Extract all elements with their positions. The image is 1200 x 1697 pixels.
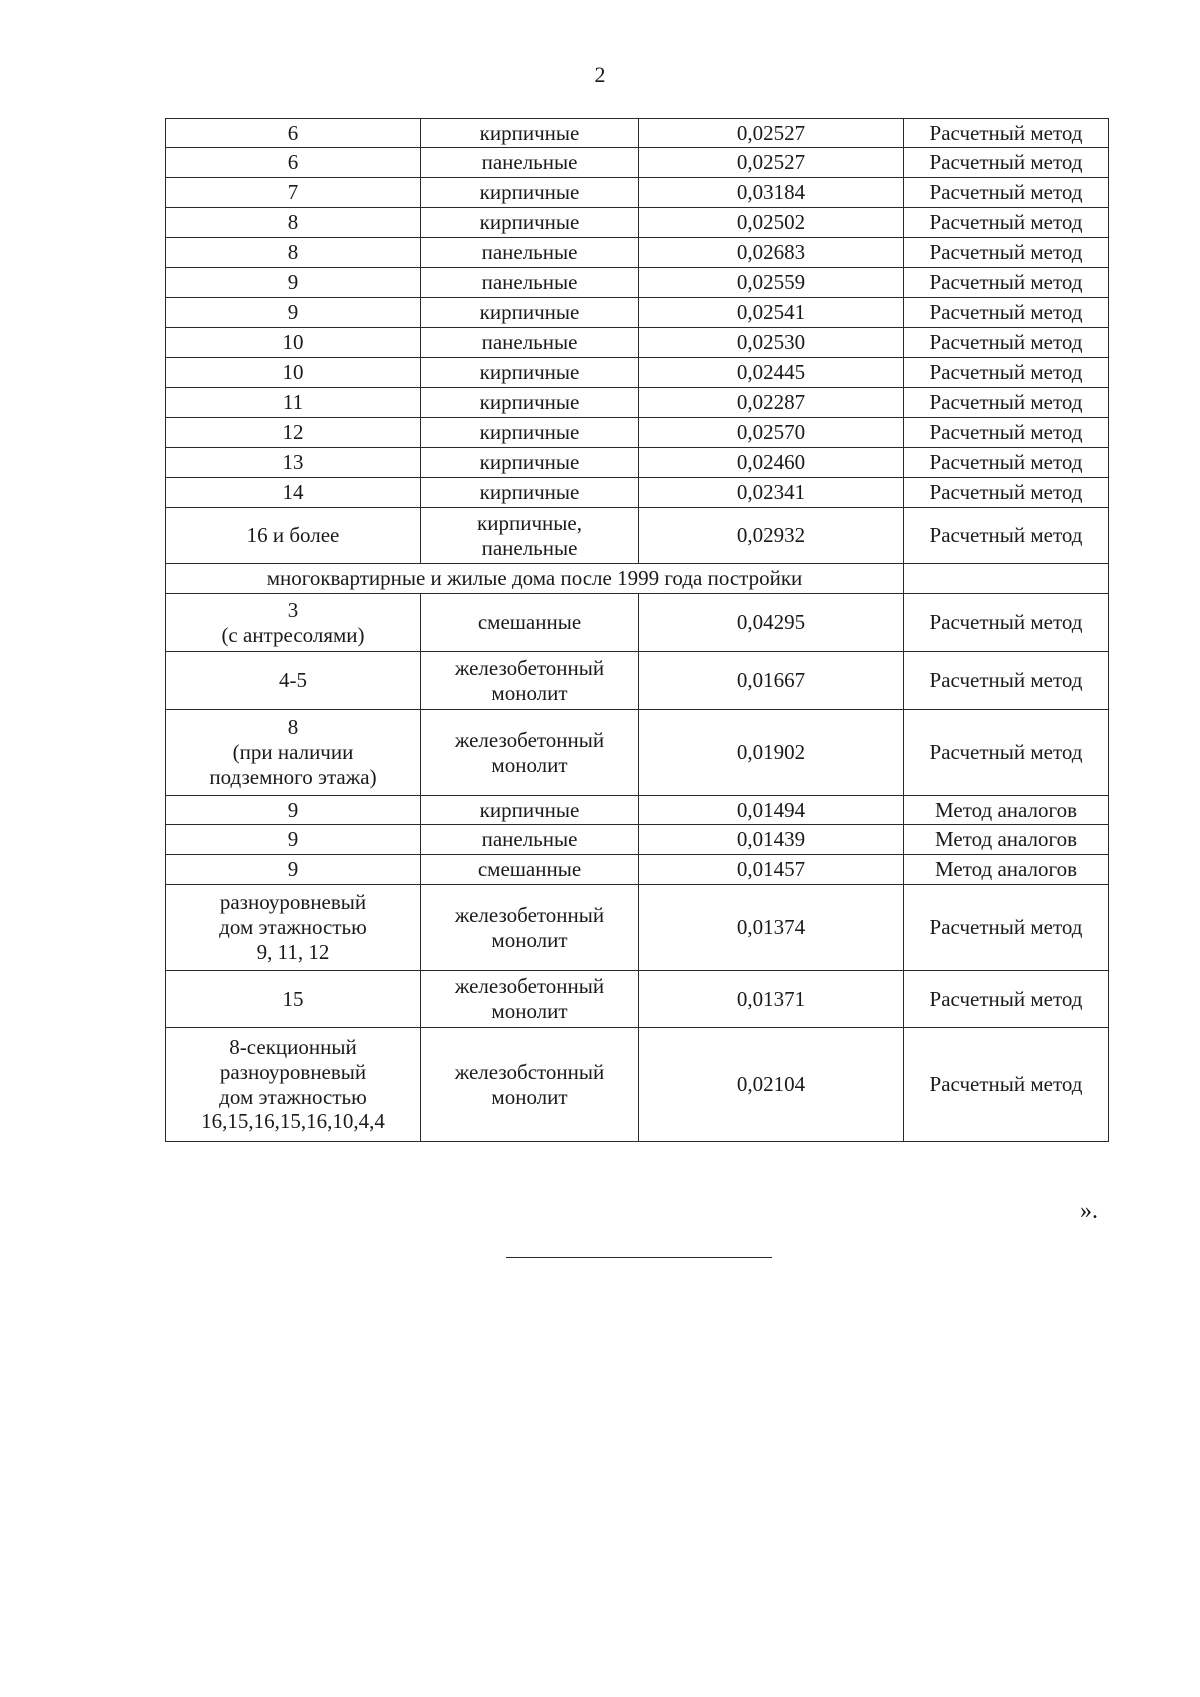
cell-method: Расчетный метод [904,388,1109,418]
section-row [166,564,1109,594]
cell-value: 0,02932 [639,508,904,564]
cell-method: Расчетный метод [904,268,1109,298]
cell-material: кирпичные [421,119,639,148]
cell-value: 0,01667 [639,652,904,710]
cell-method: Метод аналогов [904,825,1109,855]
cell-method: Расчетный метод [904,208,1109,238]
cell-floors: 6 [166,148,421,178]
cell-value: 0,02559 [639,268,904,298]
cell-material: кирпичные [421,298,639,328]
cell-floors: 9 [166,825,421,855]
cell-material: панельные [421,148,639,178]
cell-value: 0,02502 [639,208,904,238]
cell-floors: 9 [166,298,421,328]
table-row [166,268,1109,298]
cell-value: 0,02527 [639,148,904,178]
cell-floors: 11 [166,388,421,418]
cell-floors: 9 [166,855,421,885]
cell-floors: 9 [166,796,421,825]
cell-material: кирпичные [421,388,639,418]
cell-floors: 6 [166,119,421,148]
table-row [166,825,1109,855]
cell-value: 0,02104 [639,1028,904,1142]
cell-floors: 12 [166,418,421,448]
cell-floors: 10 [166,358,421,388]
table-row [166,418,1109,448]
table-row [166,119,1109,148]
cell-method: Расчетный метод [904,119,1109,148]
cell-method: Расчетный метод [904,508,1109,564]
cell-floors: 13 [166,448,421,478]
table-row [166,796,1109,825]
cell-material: кирпичные [421,178,639,208]
cell-value: 0,01374 [639,885,904,971]
cell-material: кирпичные [421,418,639,448]
cell-material: железобетонный монолит [421,971,639,1028]
cell-floors: 8-секционный разноуровневый дом этажностью 16,15,16,15,16,10,4,4 [166,1028,421,1142]
page-number: 2 [594,62,606,87]
cell-method: Расчетный метод [904,178,1109,208]
table-row [166,388,1109,418]
table-row [166,298,1109,328]
cell-material: железобетонный монолит [421,885,639,971]
section-header-body [166,564,1109,594]
cell-value: 0,02530 [639,328,904,358]
cell-method: Расчетный метод [904,328,1109,358]
table-body-part1 [166,119,1109,564]
cell-method: Метод аналогов [904,855,1109,885]
cell-material: панельные [421,825,639,855]
cell-value: 0,03184 [639,178,904,208]
cell-material: панельные [421,328,639,358]
cell-material: смешанные [421,594,639,652]
cell-method: Расчетный метод [904,710,1109,796]
cell-method: Расчетный метод [904,971,1109,1028]
cell-value: 0,01902 [639,710,904,796]
table-row [166,885,1109,971]
cell-material: железобетонный монолит [421,710,639,796]
cell-floors: 8 [166,238,421,268]
cell-value: 0,01494 [639,796,904,825]
table-body-part2 [166,594,1109,1142]
cell-floors: 16 и более [166,508,421,564]
table-row [166,358,1109,388]
cell-material: железобстонный монолит [421,1028,639,1142]
cell-value: 0,01457 [639,855,904,885]
cell-value: 0,02341 [639,478,904,508]
cell-value: 0,02527 [639,119,904,148]
table-row [166,208,1109,238]
cell-method: Расчетный метод [904,418,1109,448]
cell-value: 0,02683 [639,238,904,268]
cell-material: кирпичные [421,796,639,825]
cell-material: кирпичные, панельные [421,508,639,564]
table-row [166,855,1109,885]
cell-material: железобетонный монолит [421,652,639,710]
cell-floors: 3 (с антресолями) [166,594,421,652]
coefficients-table [165,118,1109,1142]
cell-value: 0,02287 [639,388,904,418]
closing-quote: ». [1080,1198,1098,1224]
cell-material: кирпичные [421,358,639,388]
cell-floors: 8 (при наличии подземного этажа) [166,710,421,796]
cell-value: 0,02445 [639,358,904,388]
cell-method: Расчетный метод [904,298,1109,328]
table-row [166,238,1109,268]
cell-method: Расчетный метод [904,478,1109,508]
table-row [166,652,1109,710]
table-row [166,1028,1109,1142]
cell-material: кирпичные [421,448,639,478]
cell-method: Расчетный метод [904,885,1109,971]
cell-method: Расчетный метод [904,594,1109,652]
cell-floors: 10 [166,328,421,358]
closing-rule [506,1257,772,1258]
cell-floors: 7 [166,178,421,208]
cell-material: кирпичные [421,208,639,238]
section-title: многоквартирные и жилые дома после 1999 года постройки [166,564,904,594]
table-row [166,478,1109,508]
cell-floors: 15 [166,971,421,1028]
cell-method: Расчетный метод [904,1028,1109,1142]
cell-method: Расчетный метод [904,358,1109,388]
table-row [166,508,1109,564]
table-row [166,148,1109,178]
cell-floors: разноуровневый дом этажностью 9, 11, 12 [166,885,421,971]
cell-value: 0,02570 [639,418,904,448]
table-row [166,448,1109,478]
cell-method: Расчетный метод [904,238,1109,268]
cell-material: кирпичные [421,478,639,508]
cell-method: Расчетный метод [904,148,1109,178]
cell-material: панельные [421,268,639,298]
cell-method: Метод аналогов [904,796,1109,825]
table-row [166,594,1109,652]
cell-floors: 14 [166,478,421,508]
table-row [166,710,1109,796]
table-row [166,328,1109,358]
cell-floors: 8 [166,208,421,238]
table-row [166,178,1109,208]
cell-material: панельные [421,238,639,268]
cell-material: смешанные [421,855,639,885]
cell-value: 0,01371 [639,971,904,1028]
cell-value: 0,01439 [639,825,904,855]
cell-floors: 4-5 [166,652,421,710]
cell-floors: 9 [166,268,421,298]
cell-value: 0,02541 [639,298,904,328]
cell-value: 0,04295 [639,594,904,652]
section-empty-cell [904,564,1109,594]
table-row [166,971,1109,1028]
cell-value: 0,02460 [639,448,904,478]
cell-method: Расчетный метод [904,448,1109,478]
cell-method: Расчетный метод [904,652,1109,710]
